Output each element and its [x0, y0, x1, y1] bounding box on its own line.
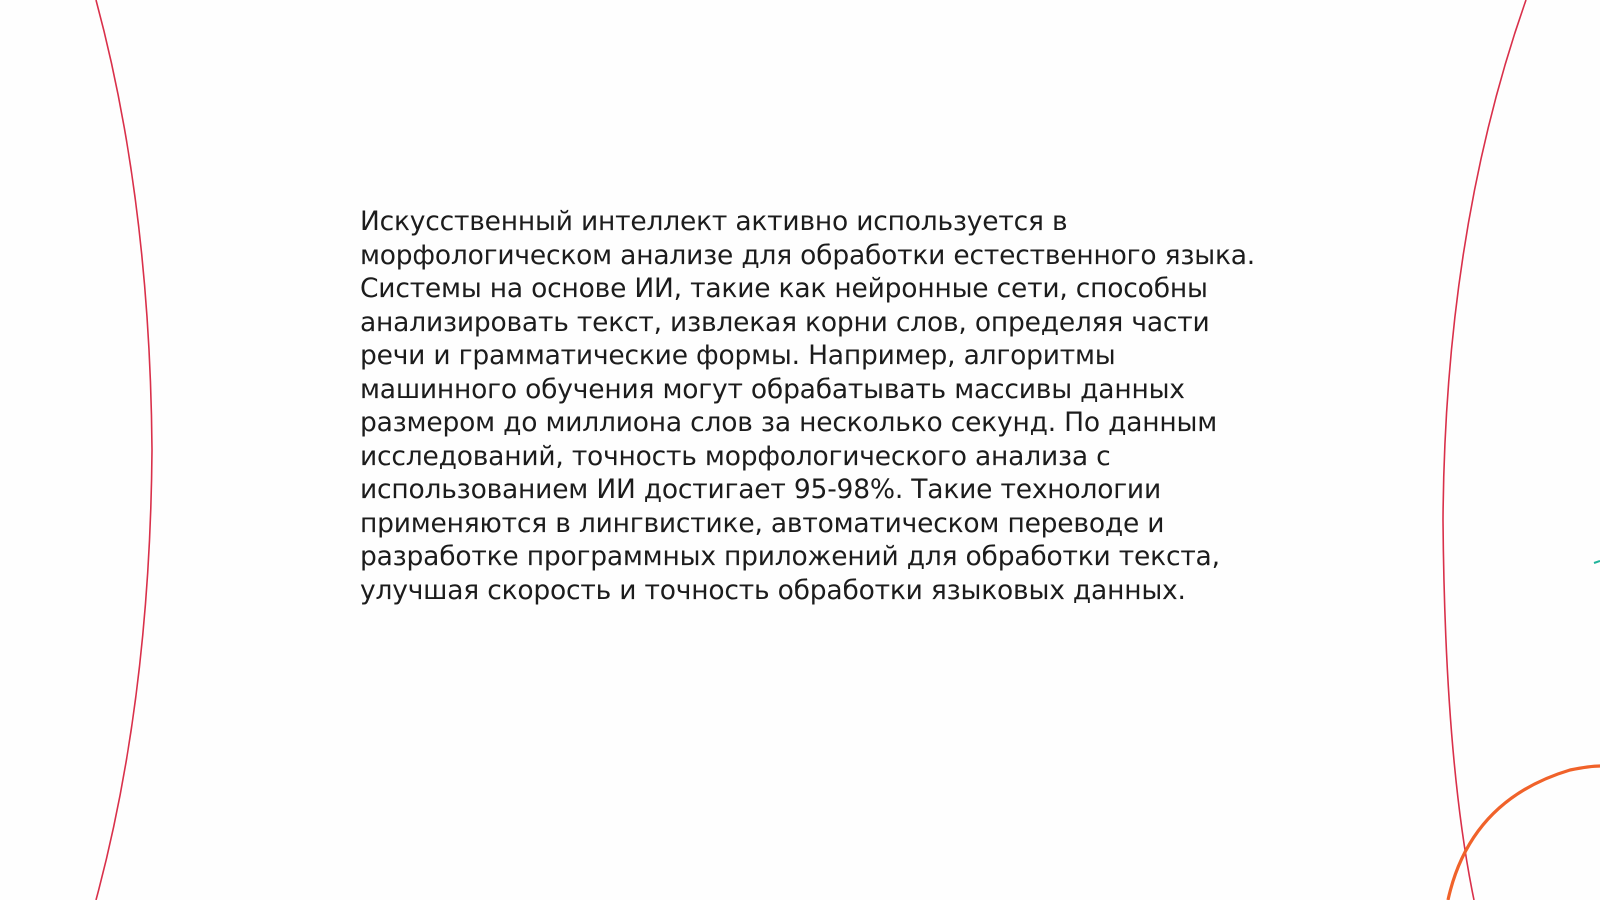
body-paragraph: Искусственный интеллект активно используется в морфологическом анализе для обработки естественного языка. Системы на основе ИИ, такие как нейронные сети, способны анализировать текст, извлекая корни слов, определяя части речи и грамматические формы. Например, алгоритмы машинного обучения могут обрабатывать массивы данных размером до миллиона слов за несколько секунд. По данным исследований, точность морфологического анализа с использованием ИИ достигает 95-98%. Такие технологии применяются в лингвистике, автоматическом переводе и разработке программных приложений для обработки текста, улучшая скорость и точность обработки языковых данных.: [360, 206, 1256, 606]
teal-mark: [1594, 561, 1600, 563]
orange-arc: [1448, 766, 1600, 900]
right-arc: [1443, 0, 1526, 900]
left-arc: [96, 0, 152, 900]
